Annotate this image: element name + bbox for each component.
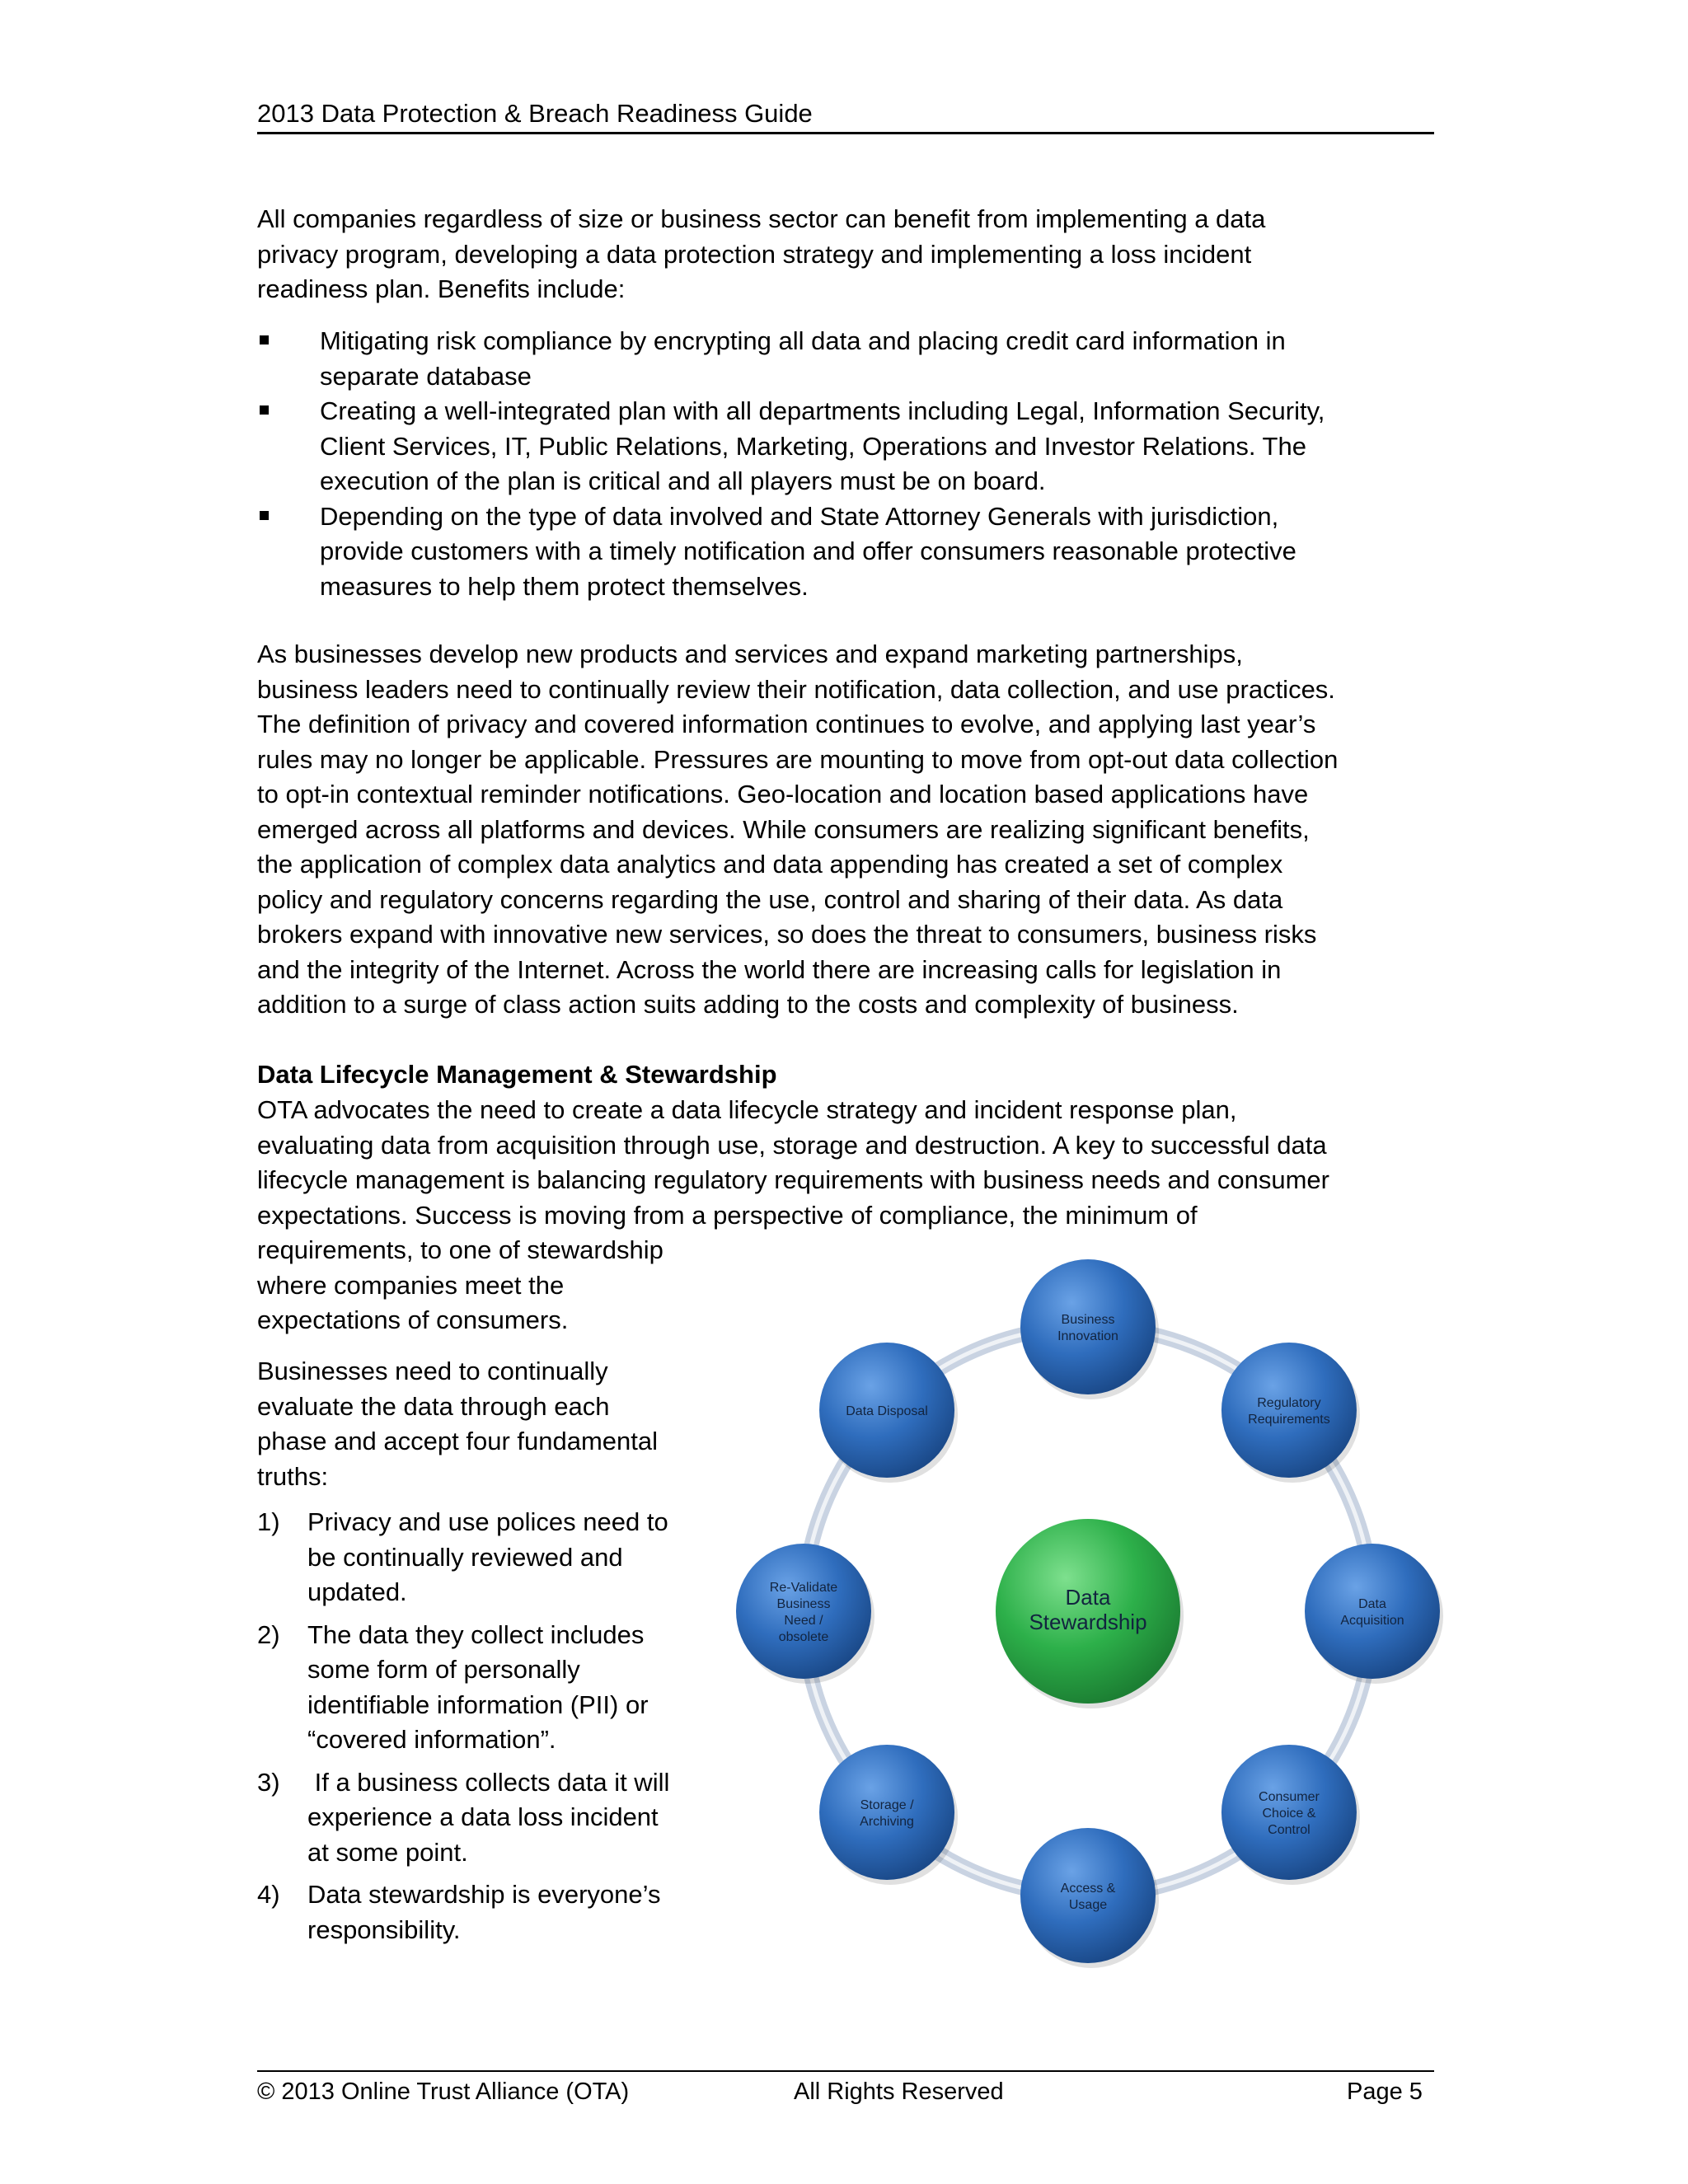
- text-line: truths:: [257, 1461, 329, 1491]
- cycle-node-label: Consumer: [1259, 1789, 1320, 1804]
- footer-divider: [257, 2070, 1434, 2072]
- text-line: Creating a well-integrated plan with all departments including Legal, Information Security,: [320, 396, 1325, 425]
- text-line: OTA advocates the need to create a data lifecycle strategy and incident response plan,: [257, 1095, 1237, 1124]
- list-number: 4): [257, 1880, 280, 1909]
- cycle-node-label: Usage: [1068, 1898, 1108, 1912]
- text-line: Privacy and use polices need to: [307, 1507, 668, 1536]
- text-line: readiness plan. Benefits include:: [257, 274, 626, 303]
- text-line: lifecycle management is balancing regulatory requirements with business needs and consumer: [257, 1165, 1329, 1194]
- text-line: Data stewardship is everyone’s: [307, 1880, 661, 1909]
- text-line: phase and accept four fundamental: [257, 1427, 659, 1455]
- text-line: measures to help them protect themselves.: [320, 571, 809, 601]
- list-item: [257, 1505, 719, 1610]
- list-item: [257, 1618, 719, 1758]
- cycle-node-label: Acquisition: [1340, 1614, 1404, 1628]
- list-item: [257, 324, 1434, 394]
- cycle-node-label: obsolete: [778, 1630, 829, 1644]
- list-item: [257, 1765, 719, 1871]
- text-line: be continually reviewed and: [307, 1542, 623, 1572]
- text-line: requirements, to one of stewardship: [257, 1235, 663, 1264]
- text-line: responsibility.: [307, 1915, 461, 1944]
- text-line: addition to a surge of class action suits adding to the costs and complexity of business.: [257, 990, 1239, 1019]
- truths-list: [257, 1505, 719, 1955]
- cycle-node: [1020, 1259, 1156, 1394]
- cycle-node-label: Need /: [784, 1614, 823, 1628]
- list-number: 2): [257, 1619, 280, 1649]
- stewardship-paragraph: [257, 1233, 719, 1338]
- text-line: business leaders need to continually review their notification, data collection, and use practices.: [257, 674, 1335, 704]
- cycle-node-label: Control: [1268, 1822, 1311, 1837]
- text-line: rules may no longer be applicable. Pressures are mounting to move from opt-out data collection: [257, 744, 1339, 774]
- text-line: provide customers with a timely notification and offer consumers reasonable protective: [320, 537, 1296, 565]
- center-node-label: Stewardship: [1029, 1610, 1147, 1634]
- center-node-label: Data: [1065, 1585, 1111, 1610]
- cycle-node-label: Archiving: [860, 1814, 914, 1829]
- text-line: evaluating data from acquisition through use, storage and destruction. A key to successful data: [257, 1130, 1327, 1160]
- text-line: emerged across all platforms and devices. While consumers are realizing significant benefits,: [257, 814, 1310, 844]
- text-line: experience a data loss incident: [307, 1802, 659, 1831]
- cycle-node-label: Data Disposal: [846, 1404, 928, 1419]
- business-paragraph: [257, 637, 1434, 1023]
- cycle-node: [736, 1544, 871, 1679]
- text-line: and the integrity of the Internet. Across the world there are increasing calls for legislation in: [257, 954, 1282, 984]
- header-title: 2013 Data Protection & Breach Readiness Guide: [257, 99, 813, 128]
- section-heading: Data Lifecycle Management & Stewardship: [257, 1060, 777, 1089]
- list-number: 1): [257, 1507, 280, 1536]
- bullet-square-icon: [260, 335, 269, 344]
- evaluate-paragraph: [257, 1354, 719, 1494]
- text-line: where companies meet the: [257, 1270, 565, 1300]
- text-line: The data they collect includes: [307, 1619, 645, 1649]
- cycle-node-label: Access &: [1060, 1882, 1116, 1896]
- footer-page-number: Page 5: [1347, 2079, 1423, 2105]
- lifecycle-paragraph: [257, 1093, 1434, 1233]
- text-line: to opt-in contextual reminder notifications. Geo-location and location based applications have: [257, 780, 1309, 808]
- text-line: some form of personally: [307, 1655, 580, 1684]
- text-line: Mitigating risk compliance by encrypting all data and placing credit card information in: [320, 326, 1286, 355]
- text-line: the application of complex data analytics and data appending has created a set of complex: [257, 850, 1283, 879]
- text-line: The definition of privacy and covered information continues to evolve, and applying last year’s: [257, 710, 1316, 738]
- list-number: 3): [257, 1767, 280, 1797]
- text-line: Client Services, IT, Public Relations, Marketing, Operations and Investor Relations. The: [320, 431, 1306, 461]
- text-line: policy and regulatory concerns regarding the use, control and sharing of their data. As data: [257, 884, 1283, 914]
- benefits-list: [257, 324, 1434, 604]
- text-line: As businesses develop new products and services and expand marketing partnerships,: [257, 640, 1243, 668]
- text-line: at some point.: [307, 1837, 468, 1867]
- cycle-node-label: Regulatory: [1257, 1396, 1321, 1411]
- list-item: [257, 394, 1434, 499]
- bullet-square-icon: [260, 511, 269, 520]
- text-line: All companies regardless of size or business sector can benefit from implementing a data: [257, 204, 1266, 233]
- cycle-node-label: Re-Validate: [769, 1581, 838, 1595]
- text-line: “covered information”.: [307, 1725, 556, 1754]
- list-item: [257, 499, 1434, 605]
- text-line: If a business collects data it will: [307, 1767, 670, 1797]
- cycle-node-label: Innovation: [1057, 1329, 1118, 1343]
- text-line: Businesses need to continually: [257, 1357, 608, 1385]
- footer-copyright: © 2013 Online Trust Alliance (OTA): [257, 2079, 630, 2105]
- text-line: evaluate the data through each: [257, 1391, 610, 1421]
- text-line: expectations of consumers.: [257, 1305, 569, 1334]
- text-line: identifiable information (PII) or: [307, 1690, 649, 1719]
- text-line: updated.: [307, 1577, 407, 1606]
- text-line: Depending on the type of data involved and State Attorney Generals with jurisdiction,: [320, 501, 1279, 531]
- cycle-node-label: Business: [776, 1597, 831, 1611]
- footer-rights: All Rights Reserved: [794, 2079, 1004, 2105]
- text-line: privacy program, developing a data protection strategy and implementing a loss incident: [257, 239, 1252, 269]
- cycle-node-label: Requirements: [1248, 1413, 1330, 1427]
- text-line: expectations. Success is moving from a perspective of compliance, the minimum of: [257, 1200, 1198, 1230]
- text-line: execution of the plan is critical and all players must be on board.: [320, 466, 1046, 495]
- text-line: separate database: [320, 361, 532, 391]
- cycle-node-label: Choice &: [1262, 1806, 1316, 1821]
- text-line: brokers expand with innovative new services, so does the threat to consumers, business risks: [257, 920, 1317, 949]
- cycle-node: [1305, 1544, 1440, 1679]
- data-stewardship-diagram: [725, 1236, 1451, 1978]
- list-item: [257, 1877, 719, 1947]
- cycle-node: [1020, 1828, 1156, 1963]
- bullet-square-icon: [260, 405, 269, 415]
- cycle-node-label: Data: [1358, 1597, 1386, 1611]
- cycle-node-label: Business: [1061, 1313, 1115, 1327]
- cycle-node-label: Storage /: [860, 1797, 914, 1812]
- page-header: [257, 97, 1434, 134]
- intro-paragraph: [257, 202, 1434, 307]
